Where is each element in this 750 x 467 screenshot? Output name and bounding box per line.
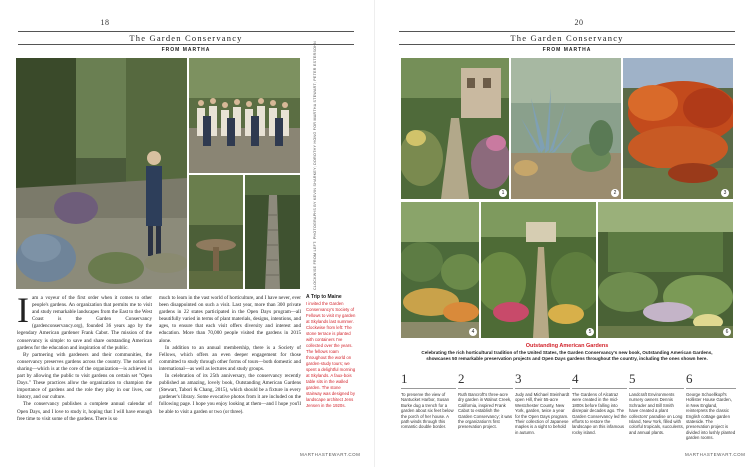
page-footer: MARTHASTEWART.COM: [300, 452, 361, 457]
caption-divider: [629, 388, 684, 389]
page-number: 20: [574, 18, 584, 27]
sidebar-trip-to-maine: [306, 294, 356, 409]
page-kicker: The Garden Conservancy: [510, 33, 624, 43]
caption-item: [515, 372, 570, 435]
column-label: FROM MARTHA: [542, 47, 592, 53]
caption-item: [401, 372, 456, 430]
photo-number-badge: 5: [586, 328, 594, 336]
caption-number: 1: [401, 371, 408, 386]
photo-alcatraz-gardens: [401, 202, 479, 338]
caption-number: 2: [458, 371, 465, 386]
caption-divider: [515, 388, 570, 389]
photo-martha-garden: [16, 58, 187, 289]
photo-number-badge: 1: [499, 189, 507, 197]
caption-divider: [686, 388, 736, 389]
caption-divider: [401, 388, 456, 389]
photo-japanese-maples: [623, 58, 733, 199]
photo-dry-garden: [511, 58, 621, 199]
caption-number: 5: [629, 371, 636, 386]
photo-number-badge: 3: [721, 189, 729, 197]
caption-item-text: Judy and Michael Steinhardt open Hill, their 55-acre Westchester County, New York, garden, twice a year for the Open Days program. Their collection of Japanese maples is a sight to behold in autumn.: [515, 392, 570, 435]
body-paragraph: In celebration of its 25th anniversary, the conservancy recently published an amazing, lovely book, Outstanding American Gardens (Stewart, Tabori & Chang, 2015), which should be a fixture in every gardener's library. Some evocative photos from it are included on the following page. I hope you enjoy looking at them—and I hope you'll be able to visit a garden or two (or three).: [159, 373, 301, 415]
body-paragraph: much to learn in the vast world of horticulture, and I have never, ever been disappointed on such a visit. Last year, more than 300 private gardens in 22 states participated in the Open Days program—all beautifully varied in terms of plant materials, designs, intentions, and ages, to ensure that each visit offers diversity and interest and education. More than 70,000 people visited the gardens in 2015 alone.: [159, 295, 301, 344]
sidebar-title: A Trip to Maine: [306, 294, 342, 300]
page-footer: MARTHASTEWART.COM: [685, 452, 746, 457]
photo-credit: CLOCKWISE FROM LEFT: PHOTOGRAPHS BY KEVIN SHARKEY; DOROTHY HONG FOR MARTHA STEWART; PETER ESTERSOHN: [313, 40, 317, 290]
caption-item-text: Landcraft Environments nursery owners Dennis Schrader and Bill Smith have created a plant collectors' paradise on Long Island, New York, filled with colorful tropicals, succulents, and annual plants.: [629, 392, 684, 435]
photo-nantucket-garden: [401, 58, 509, 199]
drop-cap: I: [17, 290, 29, 330]
caption-divider: [572, 388, 627, 389]
header-rule: [18, 31, 354, 32]
caption-title: Outstanding American Gardens: [525, 343, 609, 349]
photo-landcraft-nursery: [481, 202, 596, 338]
right-page: [375, 0, 750, 467]
photo-fellows-group: [189, 58, 300, 173]
header-rule: [18, 44, 354, 45]
body-paragraph: In addition to an annual membership, there is a Society of Fellows, which offers an even deeper engagement for those committed to study through other forms of tours—both domestic and international—as well as lectures and study groups.: [159, 344, 301, 372]
caption-item: [686, 372, 736, 441]
body-paragraph: The conservancy publishes a complete annual calendar of Open Days, and I love to study it, hoping that I will have enough free time to visit some of the gardens. There is so: [17, 401, 152, 422]
caption-item-text: The Gardens of Alcatraz were created in the mid-1800s before falling into disrepair decades ago. The Garden Conservancy led the efforts to restore the landscape on this infamous rocky island.: [572, 392, 627, 435]
photo-number-badge: 2: [611, 189, 619, 197]
caption-text: Celebrating the rich horticultural tradition of the United States, the Garden Conservancy's new book, Outstanding American Gardens, showcases 50 remarkable preservation projects and Open Days gardens throughout the country, including the ones shown here.: [421, 350, 713, 361]
caption-number: 4: [572, 371, 579, 386]
photo-hollister-house: [598, 202, 733, 338]
caption-number: 3: [515, 371, 522, 386]
body-paragraph: am a voyeur of the first order when it comes to other people's gardens. An organization that permits me to visit and study remarkable landscapes from the East to the West Coast is the Garden Conservancy (gardenconservancy.org), founded 36 years ago by the legendary American gardener Frank Cabot. The mission of the conservancy is simple: to save and share outstanding American gardens for the education and inspiration of the public.: [17, 295, 152, 351]
sidebar-text: I invited the Garden Conservancy's Society of Fellows to visit my garden at Skylands last summer. Clockwise from left: The stone terrace is planted with containers I've collected over the years. The fellows roam throughout the world on garden-study tours; we spent a delightful morning at Skylands. A faux-bois table sits in the walled garden. The stone stairway was designed by landscape architect Jens Jensen in the 1920s.: [306, 301, 356, 408]
caption-number: 6: [686, 371, 693, 386]
header-rule: [399, 44, 735, 45]
body-column-1: [17, 290, 152, 423]
caption-item: [572, 372, 627, 435]
header-rule: [399, 31, 735, 32]
photo-number-badge: 4: [469, 328, 477, 336]
caption-item-text: Ruth Bancroft's three-acre dry garden in Walnut Creek, California, inspired Frank Cabot to establish the Garden Conservancy; it was the organization's first preservation project.: [458, 392, 512, 430]
page-kicker: The Garden Conservancy: [129, 33, 243, 43]
page-number: 18: [100, 18, 110, 27]
photo-number-badge: 6: [723, 328, 731, 336]
caption-item: [629, 372, 684, 435]
column-label: FROM MARTHA: [161, 47, 211, 53]
caption-item: [458, 372, 513, 430]
body-paragraph: By partnering with gardeners and their communities, the conservancy preserves gardens across the country. The notion of sharing—which is at the core of the organization—is achieved in part by allowing the public to visit gardens on certain set "Open Days." These practices allow the organization to champion the importance of gardens and the role they play in our lives, our history, and our culture.: [17, 351, 152, 401]
caption-item-text: To preserve the view of Nantucket Harbor, Susan Burke dug a trench for a garden about six feet below the porch of her house. A path winds through this romantic double border.: [401, 392, 454, 430]
caption-item-text: George Schoellkopf's Hollister House Garden, in New England, reinterprets the classic English cottage garden stateside. The preservation project is divided into lushly planted garden rooms.: [686, 392, 736, 441]
caption-divider: [458, 388, 513, 389]
photo-faux-bois-table: [189, 175, 243, 289]
body-column-2: [159, 295, 301, 416]
photo-stone-stairway: [245, 175, 300, 289]
